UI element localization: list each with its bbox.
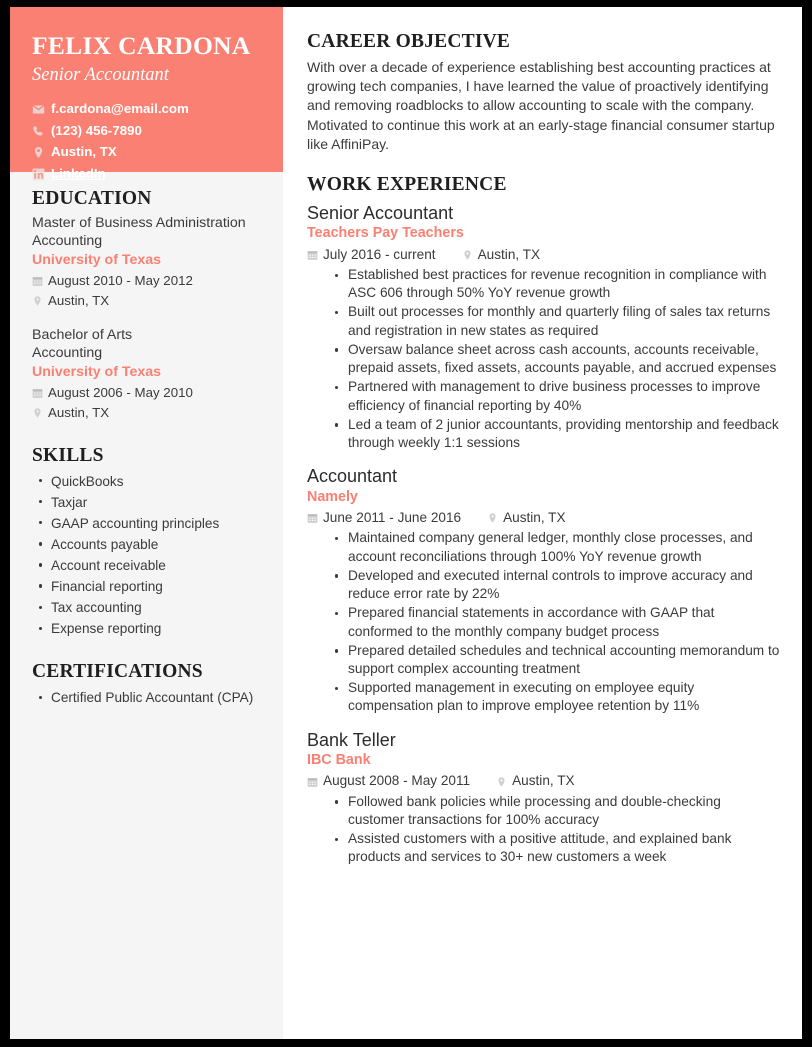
job-bullets: [307, 793, 780, 867]
education-dates-label: August 2010 - May 2012: [48, 272, 193, 288]
job-dates-label: August 2008 - May 2011: [323, 773, 471, 789]
job-meta: [307, 245, 780, 265]
list-item: Followed bank policies while processing and double-checking customer transactions for 100% accuracy: [333, 793, 780, 829]
job-location: [496, 771, 574, 791]
contact-phone-label: (123) 456-7890: [51, 122, 142, 138]
career-objective-heading: CAREER OBJECTIVE: [307, 31, 511, 52]
job-bullets: [307, 529, 780, 715]
education-school: University of Texas: [32, 252, 162, 269]
work-experience-heading: WORK EXPERIENCE: [307, 173, 507, 195]
job-meta: [307, 508, 780, 528]
calendar-icon: [32, 387, 43, 399]
location-pin-icon: [32, 146, 45, 159]
contact-phone[interactable]: [32, 121, 261, 142]
job-title: Accountant: [307, 466, 398, 487]
education-location-label: Austin, TX: [48, 404, 110, 420]
list-item: Taxjar: [32, 492, 261, 513]
list-item: Supported management in executing on employee equity compensation plan to improve employee retention by 11%: [333, 679, 780, 715]
location-pin-icon: [32, 295, 43, 307]
certifications-list: [32, 687, 261, 708]
job-location-label: Austin, TX: [503, 510, 566, 526]
work-experience-entry: [307, 202, 780, 452]
list-item: Financial reporting: [32, 576, 261, 597]
skills-heading: SKILLS: [32, 444, 104, 466]
list-item: Assisted customers with a positive attitude, and explained bank products and services to 30+ new customers a week: [333, 830, 780, 866]
job-company: Teachers Pay Teachers: [307, 225, 464, 242]
education-heading: EDUCATION: [32, 188, 152, 209]
job-dates-label: July 2016 - current: [323, 246, 436, 262]
job-meta: [307, 771, 780, 791]
location-pin-icon: [32, 407, 43, 419]
education-location-label: Austin, TX: [48, 292, 110, 308]
job-location-label: Austin, TX: [512, 773, 575, 789]
contact-linkedin-label[interactable]: LinkedIn: [51, 165, 106, 181]
list-item: Maintained company general ledger, monthly close processes, and account reconciliations through 100% YoY revenue growth: [333, 529, 780, 565]
list-item: QuickBooks: [32, 471, 261, 492]
education-dates-label: August 2006 - May 2010: [48, 384, 193, 400]
sidebar-header-banner: [10, 7, 283, 181]
certifications-heading: CERTIFICATIONS: [32, 661, 203, 683]
career-objective-text: With over a decade of experience establishing best accounting practices at growing tech companies, I have learned the value of proactively identifying and removing roadblocks to allow accounting to scale with the company. Motivated to continue this work at an early-stage financial consumer startup like AffiniPay.: [307, 59, 775, 152]
list-item: Oversaw balance sheet across cash accounts, accounts receivable, prepaid assets, fixed assets, accounts payable, and accrued expenses: [333, 341, 780, 377]
job-dates-label: June 2011 - June 2016: [323, 510, 462, 526]
location-pin-icon: [462, 249, 473, 261]
education-degree: Bachelor of Arts: [32, 326, 133, 343]
job-dates: [307, 771, 470, 791]
job-dates: [307, 245, 436, 265]
list-item: Tax accounting: [32, 597, 261, 618]
list-item: Developed and executed internal controls to improve accuracy and reduce error rate by 22%: [333, 567, 780, 603]
contact-email-label: f.cardona@email.com: [51, 101, 189, 117]
education-field: Accounting: [32, 344, 103, 361]
location-pin-icon: [487, 512, 498, 524]
list-item: Prepared detailed schedules and technical accounting memorandum to support complex accounting treatment: [333, 642, 780, 678]
list-item: Expense reporting: [32, 618, 261, 639]
education-entry: [32, 214, 261, 311]
job-title: Bank Teller: [307, 729, 396, 750]
candidate-job-title: Senior Accountant: [32, 64, 169, 85]
list-item: Certified Public Accountant (CPA): [32, 687, 261, 708]
education-dates: [32, 271, 261, 291]
list-item: Built out processes for monthly and quarterly filing of sales tax returns and registration in new states as required: [333, 303, 780, 339]
job-dates: [307, 508, 461, 528]
main-column: [283, 7, 802, 1039]
list-item: Accounts payable: [32, 534, 261, 555]
envelope-icon: [32, 103, 45, 116]
education-entry: [32, 326, 261, 423]
candidate-name: FELIX CARDONA: [32, 31, 251, 60]
calendar-icon: [307, 512, 318, 524]
job-bullets: [307, 266, 780, 452]
resume-document: [10, 7, 802, 1039]
education-location: [32, 403, 261, 423]
work-experience-entry: [307, 465, 780, 715]
sidebar-body: [10, 172, 283, 708]
job-company: IBC Bank: [307, 752, 371, 769]
education-location: [32, 291, 261, 311]
location-pin-icon: [496, 776, 507, 788]
work-experience-entry: [307, 729, 780, 867]
calendar-icon: [32, 275, 43, 287]
phone-icon: [32, 125, 45, 138]
education-field: Accounting: [32, 233, 103, 250]
list-item: Account receivable: [32, 555, 261, 576]
sidebar: [10, 7, 283, 1039]
job-company: Namely: [307, 488, 358, 505]
education-degree: Master of Business Administration: [32, 215, 246, 231]
list-item: GAAP accounting principles: [32, 513, 261, 534]
contact-location-label: Austin, TX: [51, 144, 117, 160]
calendar-icon: [307, 776, 318, 788]
list-item: Prepared financial statements in accordance with GAAP that conformed to the monthly company budget process: [333, 604, 780, 640]
job-title: Senior Accountant: [307, 202, 454, 223]
linkedin-icon: [32, 168, 45, 181]
job-location: [487, 508, 565, 528]
job-location-label: Austin, TX: [477, 246, 541, 262]
contact-location: [32, 142, 261, 163]
list-item: Established best practices for revenue recognition in compliance with ASC 606 through 50% YoY revenue growth: [333, 266, 780, 302]
skills-list: [32, 471, 261, 640]
education-school: University of Texas: [32, 364, 162, 381]
list-item: Led a team of 2 junior accountants, providing mentorship and feedback through weekly 1:1 sessions: [333, 416, 780, 452]
education-dates: [32, 383, 261, 403]
contact-email[interactable]: [32, 99, 261, 120]
list-item: Partnered with management to drive business processes to improve efficiency of financial reporting by 40%: [333, 378, 780, 414]
calendar-icon: [307, 249, 318, 261]
job-location: [462, 245, 540, 265]
